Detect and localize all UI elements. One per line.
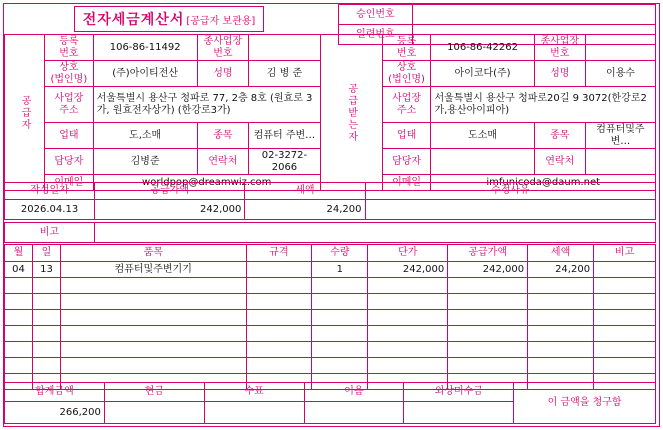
write-date-label: 작성일자: [5, 183, 95, 200]
table-row: [5, 326, 656, 342]
supplier-reg-no[interactable]: 106-86-11492: [93, 35, 197, 61]
cell-tax[interactable]: [528, 342, 594, 358]
col-supply: 공급가액: [448, 245, 528, 262]
cell-tax[interactable]: [528, 278, 594, 294]
receiver-rep[interactable]: 이용수: [585, 61, 655, 87]
cell-spec[interactable]: [246, 294, 312, 310]
cell-memo[interactable]: [594, 294, 656, 310]
supplier-manager[interactable]: 김병준: [93, 149, 197, 175]
cell-supply[interactable]: [448, 342, 528, 358]
cell-unit-price[interactable]: [368, 342, 448, 358]
modify-reason-label: 수정사유: [365, 183, 655, 200]
items-header-row: [5, 245, 656, 262]
total-amount-value[interactable]: 266,200: [5, 402, 105, 424]
supplier-address[interactable]: 서울특별시 용산구 청파로 77, 2층 8호 (원효로 3가, 원효전자상가) (한강로3가): [93, 87, 320, 123]
cell-item-name[interactable]: [60, 326, 246, 342]
receiver-bizplace-label: 종사업장 번호: [534, 35, 585, 61]
receiver-item[interactable]: 컴퓨터및주변…: [585, 123, 655, 149]
items-table: [4, 244, 656, 390]
cell-unit-price[interactable]: [368, 326, 448, 342]
col-qty: 수량: [312, 245, 368, 262]
supplier-manager-label: 담당자: [45, 149, 94, 175]
claim-text: 이 금액을 청구함: [514, 383, 656, 424]
cell-spec[interactable]: [246, 262, 312, 278]
total-amount-label: 합계금액: [5, 383, 105, 402]
cell-unit-price[interactable]: 242,000: [368, 262, 448, 278]
cell-month[interactable]: [5, 342, 33, 358]
receiver-name[interactable]: 아이코다(주): [431, 61, 534, 87]
cell-day[interactable]: [32, 358, 60, 374]
table-row: [5, 310, 656, 326]
cash-value[interactable]: [104, 402, 204, 424]
cell-memo[interactable]: [594, 358, 656, 374]
credit-label: 외상미수금: [404, 383, 514, 402]
supplier-email[interactable]: worldpop@dreamwiz.com: [93, 175, 320, 191]
cell-month[interactable]: [5, 310, 33, 326]
cell-supply[interactable]: [448, 294, 528, 310]
summary-table: [4, 182, 656, 220]
table-row: [5, 200, 656, 220]
cell-month[interactable]: 04: [5, 262, 33, 278]
cell-day[interactable]: [32, 342, 60, 358]
supplier-rep-label: 성명: [197, 61, 249, 87]
receiver-manager[interactable]: [431, 149, 534, 175]
cell-day[interactable]: [32, 310, 60, 326]
receiver-name-label: 상호 (법인명): [382, 61, 431, 87]
supplier-type-label: 업태: [45, 123, 94, 149]
receiver-reg-label: 등록 번호: [382, 35, 431, 61]
tax-amount-value[interactable]: 24,200: [245, 200, 365, 220]
col-memo: 비고: [594, 245, 656, 262]
supplier-rep[interactable]: 김 병 준: [249, 61, 321, 87]
cell-memo[interactable]: [594, 278, 656, 294]
cell-unit-price[interactable]: [368, 310, 448, 326]
supply-amount-label: 공급가액: [95, 183, 245, 200]
cell-item-name[interactable]: [60, 278, 246, 294]
receiver-item-label: 종목: [534, 123, 585, 149]
cell-day[interactable]: 13: [32, 262, 60, 278]
receiver-type-label: 업태: [382, 123, 431, 149]
supplier-email-label: 이메일: [45, 175, 94, 191]
cell-qty[interactable]: [312, 326, 368, 342]
supplier-type[interactable]: 도,소매: [93, 123, 197, 149]
cell-day[interactable]: [32, 278, 60, 294]
cash-label: 현금: [104, 383, 204, 402]
cell-day[interactable]: [32, 326, 60, 342]
col-item-name: 품목: [60, 245, 246, 262]
cell-spec[interactable]: [246, 278, 312, 294]
supplier-name-label: 상호 (법인명): [45, 61, 94, 87]
cell-qty[interactable]: [312, 310, 368, 326]
table-row: [5, 294, 656, 310]
receiver-rep-label: 성명: [534, 61, 585, 87]
document-title: [4, 6, 334, 32]
title-sub: [공급자 보관용]: [186, 16, 256, 27]
receiver-side-label: 공급받는자: [320, 35, 382, 191]
receiver-manager-label: 담당자: [382, 149, 431, 175]
receiver-tel[interactable]: [585, 149, 655, 175]
receiver-bizplace-no[interactable]: [585, 35, 655, 61]
cell-month[interactable]: [5, 278, 33, 294]
note-label: 어음: [304, 383, 404, 402]
cell-tax[interactable]: [528, 310, 594, 326]
modify-reason-value[interactable]: [365, 200, 655, 220]
cell-memo[interactable]: [594, 326, 656, 342]
totals-header-row: [5, 383, 656, 402]
cell-spec[interactable]: [246, 358, 312, 374]
memo-label: 비고: [5, 223, 95, 243]
table-row: [5, 358, 656, 374]
memo-table: [4, 222, 656, 243]
supplier-item-label: 종목: [197, 123, 249, 149]
tax-amount-label: 세액: [245, 183, 365, 200]
cell-supply[interactable]: 242,000: [448, 262, 528, 278]
cell-item-name[interactable]: [60, 310, 246, 326]
table-row: [5, 342, 656, 358]
cell-qty[interactable]: [312, 358, 368, 374]
cell-item-name[interactable]: [60, 294, 246, 310]
totals-table: [4, 382, 656, 424]
col-unit-price: 단가: [368, 245, 448, 262]
receiver-type[interactable]: 도소매: [431, 123, 534, 149]
cell-tax[interactable]: [528, 326, 594, 342]
cell-item-name[interactable]: [60, 358, 246, 374]
cell-unit-price[interactable]: [368, 358, 448, 374]
cell-tax[interactable]: 24,200: [528, 262, 594, 278]
cell-supply[interactable]: [448, 358, 528, 374]
cell-month[interactable]: [5, 358, 33, 374]
receiver-reg-no[interactable]: 106-86-42262: [431, 35, 534, 61]
cell-unit-price[interactable]: [368, 294, 448, 310]
col-day: 일: [32, 245, 60, 262]
approval-no-label: 승인번호: [339, 5, 413, 25]
title-box: [74, 6, 265, 32]
cell-tax[interactable]: [528, 358, 594, 374]
cell-supply[interactable]: [448, 278, 528, 294]
receiver-address[interactable]: 서울특별시 용산구 청파로20길 9 3072(한강로2가,용산아이피아): [431, 87, 656, 123]
cell-memo[interactable]: [594, 262, 656, 278]
cell-qty[interactable]: 1: [312, 262, 368, 278]
table-row: [5, 278, 656, 294]
table-row: [5, 183, 656, 200]
cell-month[interactable]: [5, 294, 33, 310]
cell-supply[interactable]: [448, 310, 528, 326]
table-row: [5, 35, 656, 61]
serial-no-label: 일련번호: [339, 25, 413, 45]
cell-qty[interactable]: [312, 278, 368, 294]
supplier-side-label: 공급자: [5, 35, 45, 191]
cell-item-name[interactable]: 컴퓨터및주변기기: [60, 262, 246, 278]
receiver-email-label: 이메일: [382, 175, 431, 191]
col-spec: 규격: [246, 245, 312, 262]
supplier-bizplace-label: 종사업장 번호: [197, 35, 249, 61]
cell-item-name[interactable]: [60, 342, 246, 358]
note-value[interactable]: [304, 402, 404, 424]
receiver-address-label: 사업장 주소: [382, 87, 431, 123]
table-row: [339, 5, 656, 25]
title-main: 전자세금계산서: [82, 12, 185, 28]
cell-tax[interactable]: [528, 294, 594, 310]
supplier-tel[interactable]: 02-3272-2066: [249, 149, 321, 175]
supplier-name[interactable]: (주)아이티전산: [93, 61, 197, 87]
table-row: [5, 223, 656, 243]
receiver-email[interactable]: imfunicoda@daum.net: [431, 175, 656, 191]
supply-amount-value[interactable]: 242,000: [95, 200, 245, 220]
cell-qty[interactable]: [312, 342, 368, 358]
table-row: [5, 262, 656, 278]
write-date-value[interactable]: 2026.04.13: [5, 200, 95, 220]
receiver-tel-label: 연락처: [534, 149, 585, 175]
approval-no-value[interactable]: [412, 5, 655, 25]
cell-qty[interactable]: [312, 294, 368, 310]
supplier-item[interactable]: 컴퓨터 주변…: [249, 123, 321, 149]
supplier-tel-label: 연락처: [197, 149, 249, 175]
cell-memo[interactable]: [594, 342, 656, 358]
credit-value[interactable]: [404, 402, 514, 424]
supplier-reg-label: 등록 번호: [45, 35, 94, 61]
cell-memo[interactable]: [594, 310, 656, 326]
check-value[interactable]: [204, 402, 304, 424]
cell-day[interactable]: [32, 294, 60, 310]
check-label: 수표: [204, 383, 304, 402]
col-tax: 세액: [528, 245, 594, 262]
cell-spec[interactable]: [246, 310, 312, 326]
cell-spec[interactable]: [246, 326, 312, 342]
supplier-bizplace-no[interactable]: [249, 35, 321, 61]
cell-supply[interactable]: [448, 326, 528, 342]
cell-spec[interactable]: [246, 342, 312, 358]
col-month: 월: [5, 245, 33, 262]
memo-value[interactable]: [94, 223, 655, 243]
parties-table: [4, 34, 656, 191]
supplier-address-label: 사업장 주소: [45, 87, 94, 123]
cell-month[interactable]: [5, 326, 33, 342]
cell-unit-price[interactable]: [368, 278, 448, 294]
